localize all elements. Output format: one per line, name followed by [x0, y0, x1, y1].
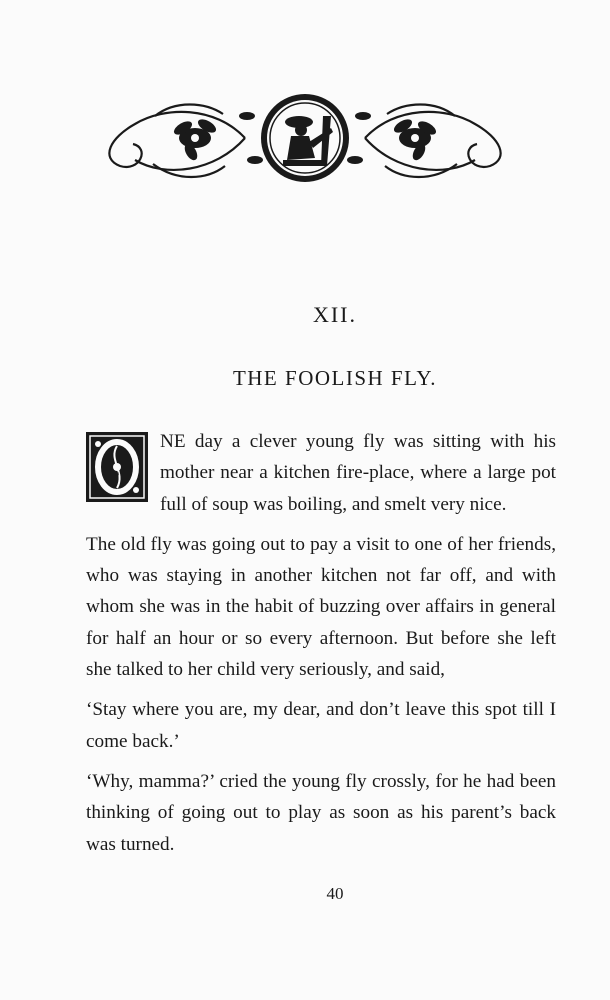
paragraph-4: ‘Why, mamma?’ cried the young fly crossly, for he had been thinking of going out to play as soon as his parent’s back was turned.	[86, 770, 556, 855]
page-number: 40	[326, 884, 344, 903]
paragraph-1-text: NE day a clever young fly was sitting with his mother near a kitchen fire-place, where a large pot full of soup was boiling, and smelt very nice.	[160, 431, 556, 515]
chapter-title: THE FOOLISH FLY.	[232, 366, 438, 390]
paragraph-2: The old fly was going out to pay a visit to one of her friends, who was staying in another kitchen not far off, and with whom she was in the habit of buzzing over affairs in general for half an hour or so every afternoon. But before she left she talked to her child very seriously, and said,	[86, 533, 556, 681]
chapter-number: XII.	[312, 302, 358, 327]
dropcap-letter: O	[114, 472, 120, 478]
paragraph-1	[86, 426, 556, 520]
paragraph-3: ‘Stay where you are, my dear, and don’t leave this spot till I come back.’	[86, 699, 556, 752]
decorated-initial-o	[86, 432, 148, 502]
ornamental-headpiece	[95, 86, 515, 190]
body-text	[86, 426, 556, 860]
